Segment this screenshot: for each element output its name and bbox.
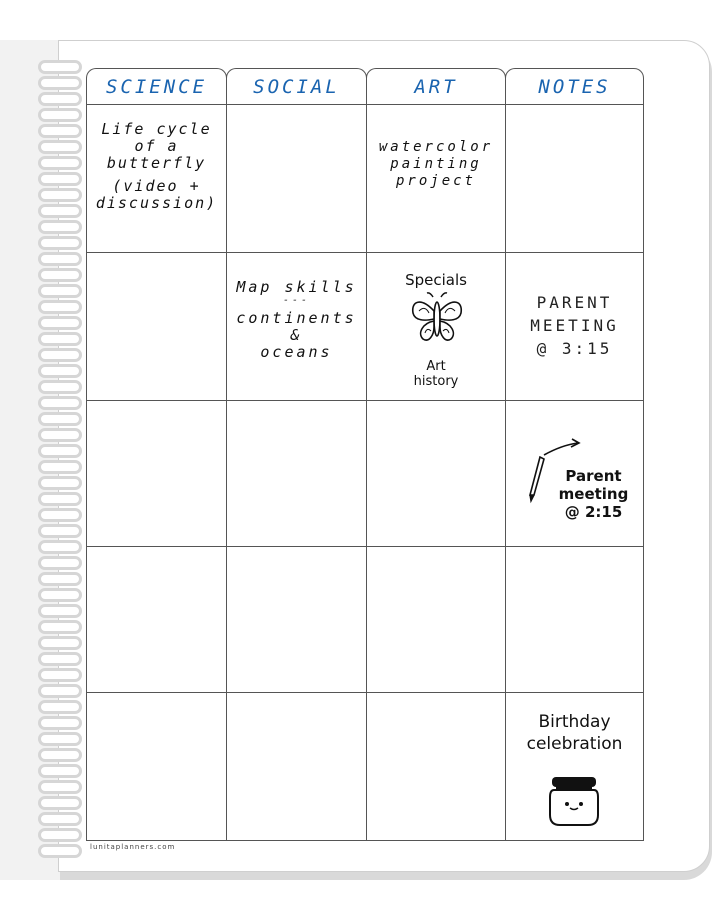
- text-line: &: [290, 326, 303, 344]
- spiral-ring: [38, 172, 82, 186]
- spiral-ring: [38, 572, 82, 586]
- planner-grid: [86, 68, 644, 841]
- specials-label: Specials: [405, 271, 467, 289]
- spiral-ring: [38, 620, 82, 634]
- spiral-ring: [38, 428, 82, 442]
- butterfly-icon: [409, 291, 465, 349]
- spiral-ring: [38, 780, 82, 794]
- spiral-ring: [38, 204, 82, 218]
- spiral-ring: [38, 268, 82, 282]
- spiral-ring: [38, 732, 82, 746]
- text-line: Map skills: [236, 278, 357, 296]
- social-note: [227, 279, 366, 361]
- jar-icon: [546, 775, 602, 827]
- text-line: meeting: [558, 485, 629, 503]
- spiral-ring: [38, 156, 82, 170]
- spiral-ring: [38, 812, 82, 826]
- text-line: butterfly: [106, 154, 207, 172]
- cell-notes-row4[interactable]: [505, 546, 644, 693]
- spiral-ring: [38, 796, 82, 810]
- spiral-ring: [38, 844, 82, 858]
- text-line: Parent: [565, 467, 622, 485]
- header-notes: NOTES: [505, 68, 644, 104]
- spiral-ring: [38, 828, 82, 842]
- text-line: Birthday: [538, 712, 611, 732]
- spiral-ring: [38, 76, 82, 90]
- spiral-ring: [38, 524, 82, 538]
- spiral-ring: [38, 700, 82, 714]
- text-line: discussion): [95, 194, 218, 212]
- spiral-ring: [38, 604, 82, 618]
- text-line: celebration: [526, 734, 623, 754]
- spiral-ring: [38, 492, 82, 506]
- cell-social-row2[interactable]: [226, 252, 367, 401]
- spiral-ring: [38, 60, 82, 74]
- text-line: Art: [426, 359, 446, 374]
- spiral-ring: [38, 556, 82, 570]
- header-art: ART: [366, 68, 506, 104]
- cell-social-row5[interactable]: [226, 692, 367, 841]
- spiral-ring: [38, 716, 82, 730]
- text-line: PARENT: [536, 293, 613, 312]
- science-note: [87, 121, 226, 212]
- parent-meeting-sticky: [552, 467, 635, 521]
- spiral-ring: [38, 188, 82, 202]
- cell-science-row4[interactable]: [86, 546, 227, 693]
- cell-notes-row1[interactable]: [505, 104, 644, 253]
- text-line: MEETING: [530, 316, 619, 335]
- spiral-ring: [38, 332, 82, 346]
- spiral-ring: [38, 460, 82, 474]
- cell-social-row3[interactable]: [226, 400, 367, 547]
- text-line: Life cycle: [101, 120, 212, 138]
- art-note: [367, 139, 505, 190]
- spiral-ring: [38, 636, 82, 650]
- cell-science-row3[interactable]: [86, 400, 227, 547]
- cell-art-row2[interactable]: [366, 252, 506, 401]
- spiral-ring: [38, 364, 82, 378]
- cell-art-row1[interactable]: [366, 104, 506, 253]
- spiral-ring: [38, 652, 82, 666]
- cell-science-row2[interactable]: [86, 252, 227, 401]
- spiral-ring: [38, 252, 82, 266]
- spiral-ring: [38, 476, 82, 490]
- spiral-ring: [38, 444, 82, 458]
- text-line: continents: [236, 309, 357, 327]
- cell-notes-row5[interactable]: [505, 692, 644, 841]
- cell-science-row5[interactable]: [86, 692, 227, 841]
- text-line: watercolor: [378, 139, 494, 155]
- spiral-ring: [38, 316, 82, 330]
- birthday-note: [506, 711, 643, 755]
- cell-art-row5[interactable]: [366, 692, 506, 841]
- text-line: ---: [282, 295, 311, 306]
- spiral-ring: [38, 284, 82, 298]
- spiral-ring: [38, 588, 82, 602]
- cell-notes-row3[interactable]: [505, 400, 644, 547]
- parent-meeting-note: [506, 291, 643, 360]
- text-line: history: [413, 374, 459, 389]
- text-line: painting: [390, 156, 482, 172]
- text-line: (video +: [112, 177, 201, 195]
- cell-art-row3[interactable]: [366, 400, 506, 547]
- spiral-ring: [38, 748, 82, 762]
- cell-social-row1[interactable]: [226, 104, 367, 253]
- text-line: project: [395, 173, 476, 189]
- spiral-ring: [38, 668, 82, 682]
- text-line: @ 3:15: [536, 339, 613, 358]
- spiral-ring: [38, 540, 82, 554]
- spiral-ring: [38, 380, 82, 394]
- header-science: SCIENCE: [86, 68, 227, 104]
- spiral-ring: [38, 92, 82, 106]
- footer-credit: lunitaplanners.com: [90, 843, 176, 851]
- spiral-ring: [38, 396, 82, 410]
- spiral-ring: [38, 508, 82, 522]
- spiral-ring: [38, 220, 82, 234]
- cell-notes-row2[interactable]: [505, 252, 644, 401]
- spiral-ring: [38, 140, 82, 154]
- cell-art-row4[interactable]: [366, 546, 506, 693]
- spiral-ring: [38, 236, 82, 250]
- spiral-ring: [38, 348, 82, 362]
- spiral-ring: [38, 124, 82, 138]
- cell-science-row1[interactable]: [86, 104, 227, 253]
- cell-social-row4[interactable]: [226, 546, 367, 693]
- text-line: @ 2:15: [564, 503, 623, 521]
- spiral-ring: [38, 300, 82, 314]
- spiral-ring: [38, 108, 82, 122]
- text-line: of a: [134, 137, 179, 155]
- spiral-binding: [38, 60, 90, 860]
- art-history-note: [367, 359, 505, 389]
- spiral-ring: [38, 412, 82, 426]
- spiral-ring: [38, 764, 82, 778]
- header-social-studies: SOCIAL: [226, 68, 367, 104]
- spiral-ring: [38, 684, 82, 698]
- text-line: oceans: [260, 343, 333, 361]
